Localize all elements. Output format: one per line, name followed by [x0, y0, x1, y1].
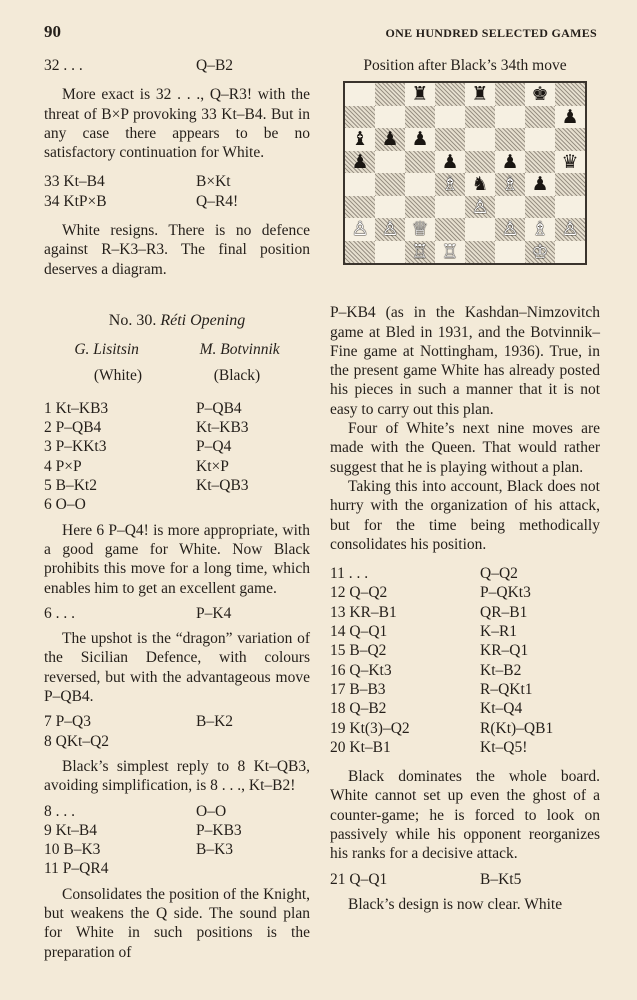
- black-piece-c8: ♜: [411, 83, 429, 106]
- white-piece-c1: ♖: [411, 240, 429, 263]
- board-square: [465, 151, 495, 174]
- move-line: 15 B–Q2 KR–Q1: [330, 642, 529, 660]
- board-square: [525, 128, 555, 151]
- game-title: No. 30. Réti Opening: [108, 311, 246, 329]
- board-square: [465, 218, 495, 241]
- diagram-caption: Position after Black’s 34th move: [363, 57, 567, 74]
- paragraph: Black’s simplest reply to 8 Kt–QB3, avoiding simplification, is 8 . . ., Kt–B2!: [44, 757, 310, 795]
- board-square: [465, 128, 495, 151]
- board-square: [345, 196, 375, 219]
- board-square: [405, 196, 435, 219]
- move-line: 18 Q–B2 Kt–Q4: [330, 700, 523, 718]
- black-piece-e4: ♞: [471, 173, 489, 196]
- board-square: [495, 196, 525, 219]
- chess-diagram: [343, 81, 587, 265]
- move-line: 20 Kt–B1 Kt–Q5!: [330, 738, 528, 756]
- paragraph: More exact is 32 . . ., Q–R3! with the threat of B×P provoking 33 Kt–B4. But in any case there appears to be no satisfactory continuation for White.: [44, 86, 310, 162]
- board-square: [405, 151, 435, 174]
- black-piece-h5: ♛: [561, 150, 579, 173]
- players: [44, 340, 310, 359]
- paragraph: Black dominates the whole board. White cannot set up even the ghost of a counter-game; he is forced to look on passively while his opponent reorganizes his ranks for a decisive attack.: [330, 768, 600, 863]
- board-square: [555, 128, 585, 151]
- white-piece-d1: ♖: [441, 240, 459, 263]
- board-square: [555, 173, 585, 196]
- move-line: 10 B–K3 B–K3: [44, 841, 234, 859]
- white-piece-c2: ♕: [411, 218, 429, 241]
- move-line: 9 Kt–B4 P–KB3: [44, 821, 242, 839]
- white-piece-b2: ♙: [381, 218, 399, 241]
- move-line: 5 B–Kt2 Kt–QB3: [44, 477, 249, 495]
- white-piece-e3: ♙: [471, 195, 489, 218]
- board-square: [375, 151, 405, 174]
- board-square: [435, 83, 465, 106]
- board-square: [375, 106, 405, 129]
- board-square: [435, 106, 465, 129]
- move-line: 6 . . . P–K4: [44, 604, 232, 622]
- board-square: [345, 241, 375, 264]
- move-list: [44, 399, 310, 515]
- board-square: [555, 83, 585, 106]
- move-line: 11 P–QR4: [44, 860, 109, 878]
- white-player: G. Lisitsin: [74, 341, 139, 359]
- white-piece-g1: ♔: [531, 240, 549, 263]
- board-square: [495, 241, 525, 264]
- board-square: [435, 218, 465, 241]
- board-square: [345, 173, 375, 196]
- paragraph: P–KB4 (as in the Kashdan–Nimzovitch game at Bled in 1931, and the Botvinnik–Fine game at Nottingham, 1936). True, in the present game White has already posted his pieces in such a manner that it is not easy to carry out this plan.: [330, 304, 600, 418]
- move-line: 7 P–Q3 B–K2: [44, 713, 234, 731]
- board-square: [465, 241, 495, 264]
- move-line: 34 KtP×B Q–R4!: [44, 192, 239, 210]
- board-square: [555, 196, 585, 219]
- black-piece-c6: ♟: [411, 128, 429, 151]
- move-list: [44, 802, 310, 879]
- board-square: [345, 106, 375, 129]
- board-square: [405, 106, 435, 129]
- move-line: 4 P×P Kt×P: [44, 457, 229, 475]
- white-piece-f4: ♗: [501, 173, 519, 196]
- board-square: [375, 196, 405, 219]
- move-line: 3 P–KKt3 P–Q4: [44, 438, 232, 456]
- black-piece-h7: ♟: [561, 105, 579, 128]
- player-colors: (White) (Black): [93, 366, 261, 384]
- move-list: [330, 564, 600, 757]
- paragraph: White resigns. There is no defence against R–K3–R3. The final position deserves a diagram.: [44, 222, 310, 278]
- board-square: [495, 106, 525, 129]
- white-piece-f2: ♙: [501, 218, 519, 241]
- white-piece-h2: ♙: [561, 218, 579, 241]
- board-square: [465, 106, 495, 129]
- board-square: [495, 128, 525, 151]
- paragraph: Taking this into account, Black does not hurry with the organization of his attack, but for the time being methodically consolidates his position.: [330, 477, 600, 553]
- move-line: 12 Q–Q2 P–QKt3: [330, 584, 531, 602]
- left-column: [44, 56, 310, 962]
- right-column: [330, 56, 600, 914]
- board-square: [495, 83, 525, 106]
- paragraph: The upshot is the “dragon” variation of the Sicilian Defence, with colours reversed, but with the advantageous move P–QB4.: [44, 630, 310, 706]
- move-line: 21 Q–Q1 B–Kt5: [330, 870, 522, 888]
- paragraph: Here 6 P–Q4! is more appropriate, with a good game for White. Now Black prohibits this move for a long time, which enables him to get an excellent game.: [44, 521, 310, 597]
- board-square: [405, 173, 435, 196]
- paragraph: Four of White’s next nine moves are made with the Queen. That would rather suggest that he is playing without a plan.: [330, 420, 600, 476]
- black-piece-f5: ♟: [501, 150, 519, 173]
- move-line: 8 QKt–Q2: [44, 732, 110, 750]
- move-line: 1 Kt–KB3 P–QB4: [44, 399, 242, 417]
- board-square: [345, 83, 375, 106]
- move-line: 33 Kt–B4 B×Kt: [44, 173, 231, 191]
- black-piece-a6: ♝: [351, 128, 369, 151]
- board-square: [375, 83, 405, 106]
- move-line: 2 P–QB4 Kt–KB3: [44, 419, 249, 437]
- paragraph: Consolidates the position of the Knight, but weakens the Q side. The sound plan for White in such positions is the preparation of: [44, 885, 310, 961]
- board-square: [525, 196, 555, 219]
- board-square: [435, 128, 465, 151]
- board-square: [375, 173, 405, 196]
- move-line: 19 Kt(3)–Q2 R(Kt)–QB1: [330, 719, 554, 737]
- black-piece-g8: ♚: [531, 83, 549, 106]
- running-head: ONE HUNDRED SELECTED GAMES: [385, 26, 597, 40]
- move-line: 13 KR–B1 QR–B1: [330, 603, 528, 621]
- move-line: 17 B–B3 R–QKt1: [330, 680, 533, 698]
- white-piece-d4: ♗: [441, 173, 459, 196]
- move-line: 6 O–O: [44, 496, 86, 514]
- board-square: [525, 151, 555, 174]
- black-piece-e8: ♜: [471, 83, 489, 106]
- black-piece-d5: ♟: [441, 150, 459, 173]
- board-square: [525, 106, 555, 129]
- black-piece-a5: ♟: [351, 150, 369, 173]
- board-square: [555, 241, 585, 264]
- paragraph: Black’s design is now clear. White: [348, 895, 563, 913]
- black-player: M. Botvinnik: [199, 341, 280, 359]
- board-square: [435, 196, 465, 219]
- move-line: 11 . . . Q–Q2: [330, 565, 518, 583]
- black-piece-b6: ♟: [381, 128, 399, 151]
- move-line: 14 Q–Q1 K–R1: [330, 623, 518, 641]
- page-number: 90: [44, 22, 61, 41]
- move-list: [44, 712, 310, 751]
- black-piece-g4: ♟: [531, 173, 549, 196]
- board-square: [375, 241, 405, 264]
- white-piece-a2: ♙: [351, 218, 369, 241]
- move-line: 8 . . . O–O: [44, 802, 227, 820]
- move-line: 32 . . . Q–B2: [44, 57, 234, 74]
- move-line: 16 Q–Kt3 Kt–B2: [330, 661, 522, 679]
- white-piece-g2: ♗: [531, 218, 549, 241]
